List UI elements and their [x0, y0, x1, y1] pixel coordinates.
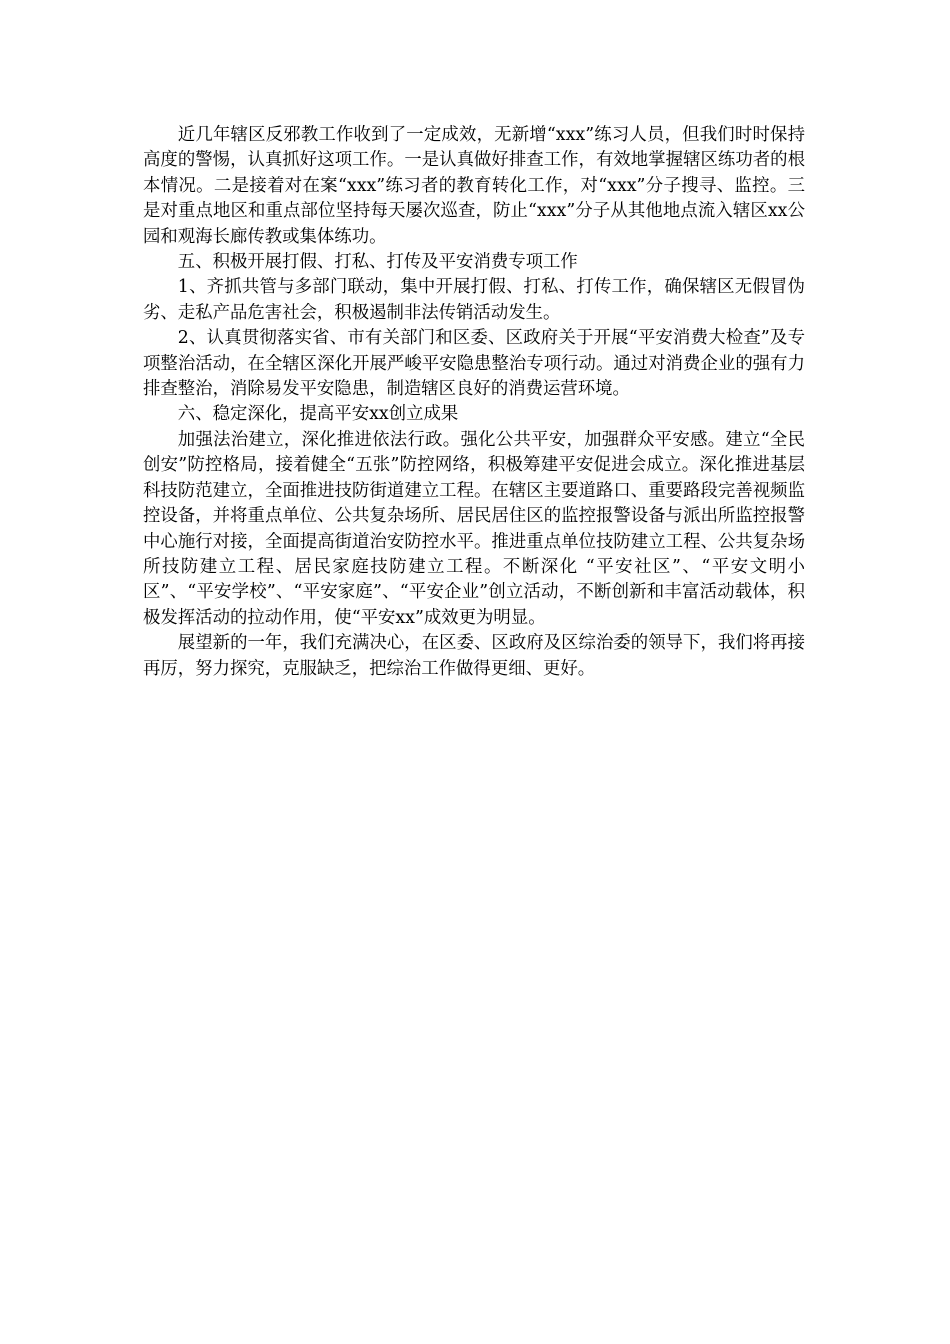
paragraph-outlook: 展望新的一年，我们充满决心，在区委、区政府及区综治委的领导下，我们将再接再厉，努力探究，克服缺乏，把综治工作做得更细、更好。 [143, 633, 805, 679]
document-body [143, 123, 805, 682]
paragraph-anti-cult-work: 近几年辖区反邪教工作收到了一定成效，无新增“xxx”练习人员，但我们时时保持高度的警惕，认真抓好这项工作。一是认真做好排查工作，有效地掌握辖区练功者的根本情况。二是接着对在案“xxx”练习者的教育转化工作，对“xxx”分子搜寻、监控。三是对重点地区和重点部位坚持每天屡次巡查，防止“xxx”分子从其他地点流入辖区xx公园和观海长廊传教或集体练功。 [143, 125, 805, 247]
paragraph-item-1: 1、齐抓共管与多部门联动，集中开展打假、打私、打传工作，确保辖区无假冒伪劣、走私产品危害社会，积极遏制非法传销活动发生。 [143, 277, 805, 323]
paragraph-item-2: 2、认真贯彻落实省、市有关部门和区委、区政府关于开展“平安消费大检查”及专项整治活动，在全辖区深化开展严峻平安隐患整治专项行动。通过对消费企业的强有力排查整治，消除易发平安隐患，制造辖区良好的消费运营环境。 [143, 328, 805, 400]
section-heading-six: 六、稳定深化，提高平安xx创立成果 [177, 404, 459, 425]
section-heading-five: 五、积极开展打假、打私、打传及平安消费专项工作 [177, 252, 578, 273]
paragraph-rule-of-law: 加强法治建立，深化推进依法行政。强化公共平安，加强群众平安感。建立“全民创安”防控格局，接着健全“五张”防控网络，积极筹建平安促进会成立。深化推进基层科技防范建立，全面推进技防街道建立工程。在辖区主要道路口、重要路段完善视频监控设备，并将重点单位、公共复杂场所、居民居住区的监控报警设备与派出所监控报警中心施行对接，全面提高街道治安防控水平。推进重点单位技防建立工程、公共复杂场所技防建立工程、居民家庭技防建立工程。不断深化 “平安社区”、“平安文明小区”、“平安学校”、“平安家庭”、“平安企业”创立活动，不断创新和丰富活动载体，积极发挥活动的拉动作用，使“平安xx”成效更为明显。 [143, 429, 805, 628]
